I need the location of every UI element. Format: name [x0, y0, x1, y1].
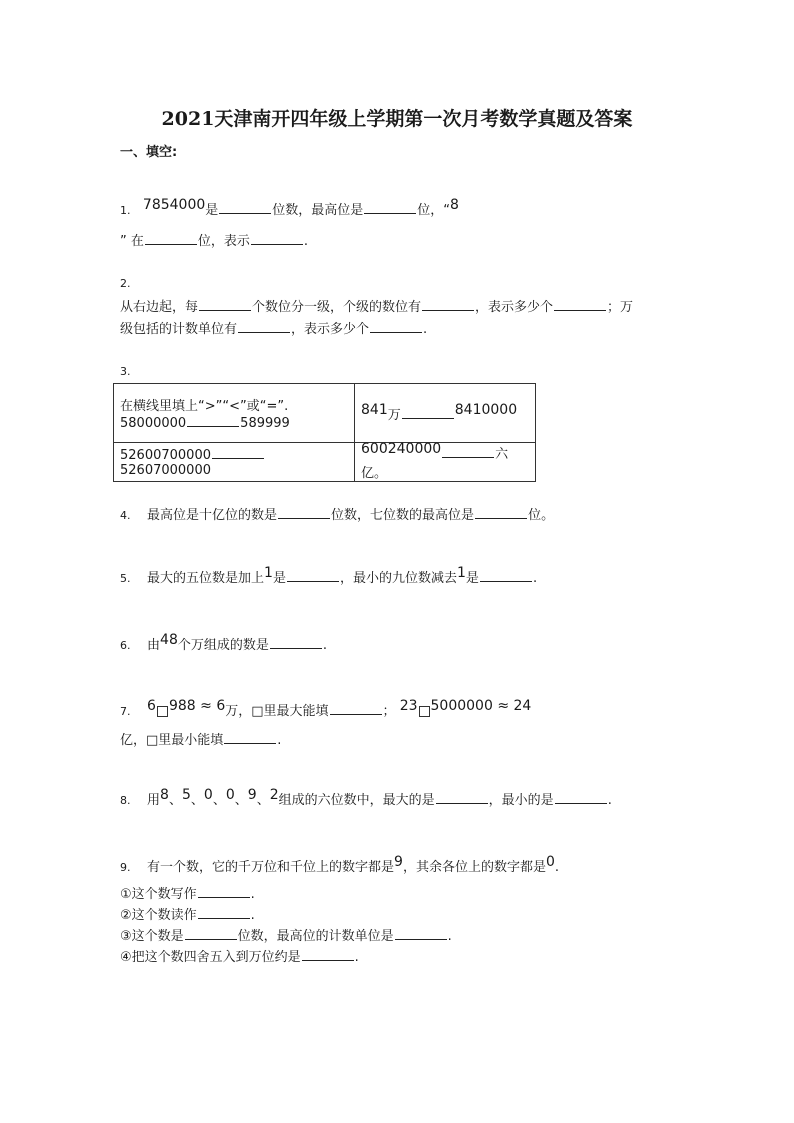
text: ，其余各位上的数字都是	[402, 860, 546, 875]
answer-blank[interactable]	[198, 906, 250, 919]
answer-blank[interactable]	[287, 569, 339, 582]
number-text: 52600700000	[120, 448, 211, 463]
answer-blank[interactable]	[330, 702, 382, 715]
digit-text: 5	[181, 787, 191, 803]
answer-blank[interactable]	[364, 201, 416, 214]
number-text: 48	[160, 632, 178, 648]
answer-blank[interactable]	[224, 731, 276, 744]
text: 是	[465, 571, 479, 586]
answer-blank[interactable]	[442, 445, 494, 458]
answer-blank[interactable]	[145, 232, 197, 245]
text: 位。	[528, 508, 555, 523]
question-7-line-1	[120, 700, 531, 719]
section-heading: 一、填空:	[120, 145, 178, 160]
text: 最大的五位数是加上	[147, 571, 265, 586]
text: .	[423, 322, 428, 337]
question-number: 3.	[120, 365, 131, 378]
answer-blank[interactable]	[554, 298, 606, 311]
text: .	[250, 887, 255, 902]
number-text: 1	[264, 565, 273, 581]
text: 是	[272, 571, 286, 586]
text: ①这个数写作	[120, 887, 197, 902]
digit-text: 0	[203, 787, 213, 803]
answer-blank[interactable]	[555, 791, 607, 804]
number-text: 988 ≈	[168, 698, 217, 714]
text: 由	[147, 638, 161, 653]
text: 位数，最高位是	[272, 203, 364, 218]
text: 用	[147, 793, 161, 808]
answer-blank[interactable]	[278, 506, 330, 519]
text: 六亿。	[361, 447, 509, 481]
text: .	[250, 908, 255, 923]
text: 位数，七位数的最高位是	[331, 508, 475, 523]
box-placeholder	[157, 706, 168, 717]
question-number: 8.	[120, 794, 131, 807]
separator: 、	[168, 793, 182, 808]
separator: 、	[234, 793, 248, 808]
question-number: 9.	[120, 861, 131, 874]
question-7-line-2	[120, 729, 281, 748]
text: 是	[205, 203, 219, 218]
text: 亿，□里最小能填	[120, 733, 224, 748]
text: 位，表示	[197, 234, 250, 249]
question-8	[120, 789, 612, 808]
question-1-line-1	[120, 199, 459, 218]
text: ，表示多少个	[291, 322, 370, 337]
text: .	[322, 638, 328, 653]
text: ，表示多少个	[475, 300, 554, 315]
number-text: 6	[147, 698, 156, 714]
text: ②这个数读作	[120, 908, 197, 923]
separator: 、	[256, 793, 270, 808]
number-text: 1	[457, 565, 466, 581]
text: .	[532, 571, 538, 586]
answer-blank[interactable]	[270, 636, 322, 649]
question-number: 5.	[120, 572, 131, 585]
question-5	[120, 567, 537, 586]
text: ③这个数是	[120, 929, 184, 944]
question-2-line-1	[120, 296, 633, 315]
answer-blank[interactable]	[185, 927, 237, 940]
question-number: 4.	[120, 509, 131, 522]
question-9-sub-4	[120, 946, 359, 965]
number-text: 589999	[240, 416, 290, 431]
text: .	[607, 793, 612, 808]
answer-blank[interactable]	[436, 791, 488, 804]
table-cell	[114, 384, 355, 443]
number-text: 7854000	[142, 197, 206, 213]
table-cell	[355, 443, 536, 482]
number-text: 5000000 ≈ 24	[430, 698, 532, 714]
answer-blank[interactable]	[187, 414, 239, 427]
answer-blank[interactable]	[302, 948, 354, 961]
text: ，最小的是	[488, 793, 554, 808]
text: 位数，最高位的计数单位是	[237, 929, 394, 944]
digit-text: 2	[269, 787, 279, 803]
number-text: 6	[216, 698, 226, 714]
text: ，最小的九位数减去	[339, 571, 457, 586]
text: 万，□里最大能填	[225, 704, 329, 719]
number-text: 600240000	[361, 441, 442, 457]
answer-blank[interactable]	[238, 320, 290, 333]
text: .	[277, 733, 282, 748]
text: 从右边起，每	[120, 300, 199, 315]
answer-blank[interactable]	[219, 201, 271, 214]
answer-blank[interactable]	[395, 927, 447, 940]
text: 最高位是十亿位的数是	[147, 508, 278, 523]
text: 个数位分一级，个级的数位有	[252, 300, 422, 315]
text: .	[354, 950, 359, 965]
answer-blank[interactable]	[422, 298, 474, 311]
text: 有一个数，它的千万位和千位上的数字都是	[147, 860, 395, 875]
question-9-sub-1	[120, 883, 255, 902]
digit-text: 0	[225, 787, 235, 803]
table-cell	[114, 443, 355, 482]
question-number: 7.	[120, 705, 131, 718]
text: ；	[382, 704, 396, 719]
text: 级包括的计数单位有	[120, 322, 238, 337]
number-text: 841	[361, 401, 388, 418]
text: ” 在	[120, 234, 144, 249]
number-text: 23	[399, 698, 418, 714]
question-9-sub-3	[120, 925, 452, 944]
answer-blank[interactable]	[212, 446, 264, 459]
answer-blank[interactable]	[251, 232, 303, 245]
answer-blank[interactable]	[402, 406, 454, 419]
table-cell	[355, 384, 536, 443]
separator: 、	[212, 793, 226, 808]
question-9-sub-2	[120, 904, 255, 923]
digit-text: 9	[247, 787, 257, 803]
number-text: 52607000000	[120, 463, 211, 478]
answer-blank[interactable]	[480, 569, 532, 582]
digit-text: 9	[394, 854, 403, 870]
text: .	[447, 929, 452, 944]
text: ；万	[607, 300, 634, 315]
instruction-text: 在横线里填上“>”“<”或“=”.	[120, 399, 289, 414]
digit-text: 8	[160, 787, 169, 803]
text: 万	[387, 407, 401, 423]
answer-blank[interactable]	[199, 298, 251, 311]
text: .	[554, 860, 560, 875]
question-number: 1.	[120, 204, 131, 217]
separator: 、	[190, 793, 204, 808]
number-text: 8410000	[454, 401, 518, 418]
box-placeholder	[419, 706, 430, 717]
question-number: 6.	[120, 639, 131, 652]
comparison-table	[113, 383, 536, 482]
text: .	[303, 234, 309, 249]
page-title: 2021天津南开四年级上学期第一次月考数学真题及答案	[161, 108, 633, 130]
number-text: 58000000	[120, 416, 187, 431]
digit-text: 0	[545, 854, 555, 870]
question-4	[120, 504, 554, 523]
answer-blank[interactable]	[475, 506, 527, 519]
question-number: 2.	[120, 277, 131, 290]
question-1-line-2	[120, 230, 308, 249]
text: 个万组成的数是	[177, 638, 269, 653]
text: 组成的六位数中，最大的是	[278, 793, 435, 808]
text: 位，“	[417, 203, 451, 218]
question-6	[120, 634, 327, 653]
number-text: 8	[450, 197, 459, 213]
answer-blank[interactable]	[198, 885, 250, 898]
question-9	[120, 856, 559, 875]
question-2-line-2	[120, 318, 427, 337]
answer-blank[interactable]	[370, 320, 422, 333]
text: ④把这个数四舍五入到万位约是	[120, 950, 301, 965]
